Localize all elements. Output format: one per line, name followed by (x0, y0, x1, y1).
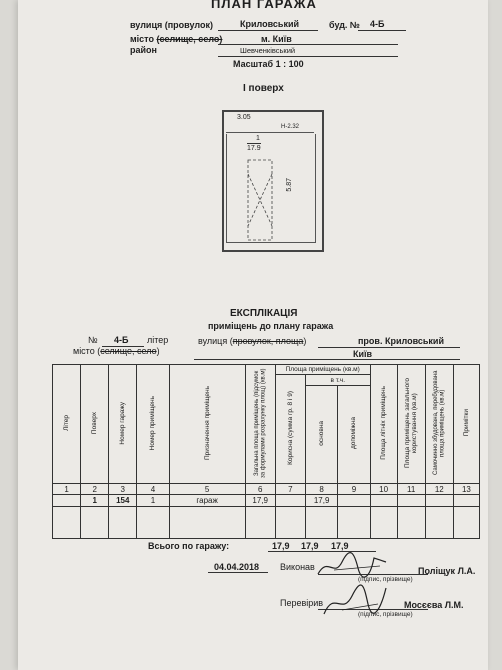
explication-no-value: 4-Б (114, 335, 129, 345)
executor-signature-icon (314, 548, 394, 582)
col-main: основна (306, 386, 338, 484)
col-poverh: Поверх (81, 365, 109, 484)
totals-main-area: 17,9 (331, 541, 349, 551)
scale: Масштаб 1 : 100 (233, 59, 304, 69)
rayon-underline (218, 56, 398, 57)
totals-label: Всього по гаражу: (148, 541, 230, 551)
col-common: Площа приміщень загального користування (кв.м) (397, 365, 425, 484)
plan-room-area: 17.9 (247, 145, 261, 152)
plan-room-number: 1 (256, 135, 260, 142)
checked-label: Перевірив (280, 598, 324, 608)
bud-value: 4-Б (370, 19, 385, 29)
explication-street-underline (318, 347, 460, 348)
executed-label: Виконав (280, 562, 315, 572)
explication-liter-label: літер (147, 335, 169, 345)
col-garage-no: Номер гаражу (109, 365, 137, 484)
col-summer: Площа літніх приміщень (370, 365, 397, 484)
checker-name: Мосєєва Л.М. (404, 600, 464, 610)
row-poverh: 1 (81, 495, 109, 507)
bud-label: буд. № (329, 20, 360, 30)
col-room-no: Номер приміщень (137, 365, 169, 484)
col-useful: Корисна (сумма гр. 8 і 9) (275, 375, 305, 484)
explication-no-label: № (88, 335, 98, 345)
totals-total-area: 17,9 (272, 541, 290, 551)
table-row (53, 495, 480, 507)
bud-underline (358, 30, 406, 31)
row-room-no: 1 (137, 495, 169, 507)
plan-height: Н-2.32 (281, 124, 300, 130)
street-underline (218, 30, 318, 31)
col-aux: допоміжна (338, 386, 370, 484)
col-area-group: Площа приміщень (кв.м) (275, 365, 370, 375)
row-total-area: 17,9 (245, 495, 275, 507)
explication-subtitle: приміщень до плану гаража (208, 321, 334, 331)
explication-title: ЕКСПЛІКАЦІЯ (230, 308, 298, 319)
col-total-area: Загальна площа приміщень (підсумок за формулами розрахунку площ) (кв.м) (245, 365, 275, 484)
executor-name: Поліщук Л.А. (418, 566, 476, 576)
table-empty-rows (53, 507, 480, 539)
document-title: ПЛАН ГАРАЖА (211, 0, 317, 11)
misto-underline (218, 44, 398, 45)
executor-caption: (підпис, прізвище) (358, 576, 413, 583)
explication-street-value: пров. Криловський (358, 336, 445, 346)
rayon-value: Шевченківський (240, 46, 296, 55)
plan-width: 3.05 (237, 114, 251, 121)
explication-street-label: вулиця (провулок, площа) (198, 336, 307, 346)
misto-value: м. Київ (261, 34, 292, 44)
street-value: Криловський (240, 19, 300, 29)
date-underline (208, 572, 268, 573)
plan-length: 5.87 (286, 178, 293, 192)
car-outline-icon (246, 158, 276, 242)
totals-useful-area: 17,9 (301, 541, 319, 551)
col-unauthorized: Самочинно збудована, перебудована площа приміщень (кв.м) (425, 365, 453, 484)
col-v-t-ch: в т.ч. (306, 375, 371, 386)
col-purpose: Призначення приміщень (169, 365, 245, 484)
street-label: вулиця (провулок) (130, 20, 213, 30)
date: 04.04.2018 (214, 562, 260, 572)
rayon-label: район (130, 45, 157, 55)
column-numbers-row: 1 2 3 4 5 6 7 8 9 10 11 12 13 (53, 484, 480, 495)
checker-signature-icon (318, 580, 398, 620)
document-page (18, 0, 488, 670)
plan-inner-wall (226, 132, 314, 133)
col-notes: Примітки (453, 365, 479, 484)
checker-caption: (підпис, прізвище) (358, 611, 413, 618)
explication-table (52, 364, 480, 539)
explication-misto-underline (194, 359, 460, 360)
misto-label: місто (селище, село) (130, 34, 223, 44)
floor-label: І поверх (243, 83, 284, 94)
explication-misto-label: місто (селище, село) (73, 346, 160, 356)
col-liter: Літер (53, 365, 81, 484)
row-main-area: 17,9 (306, 495, 338, 507)
row-purpose: гараж (169, 495, 245, 507)
explication-misto-value: Київ (353, 349, 373, 359)
row-garage-no: 154 (109, 495, 137, 507)
